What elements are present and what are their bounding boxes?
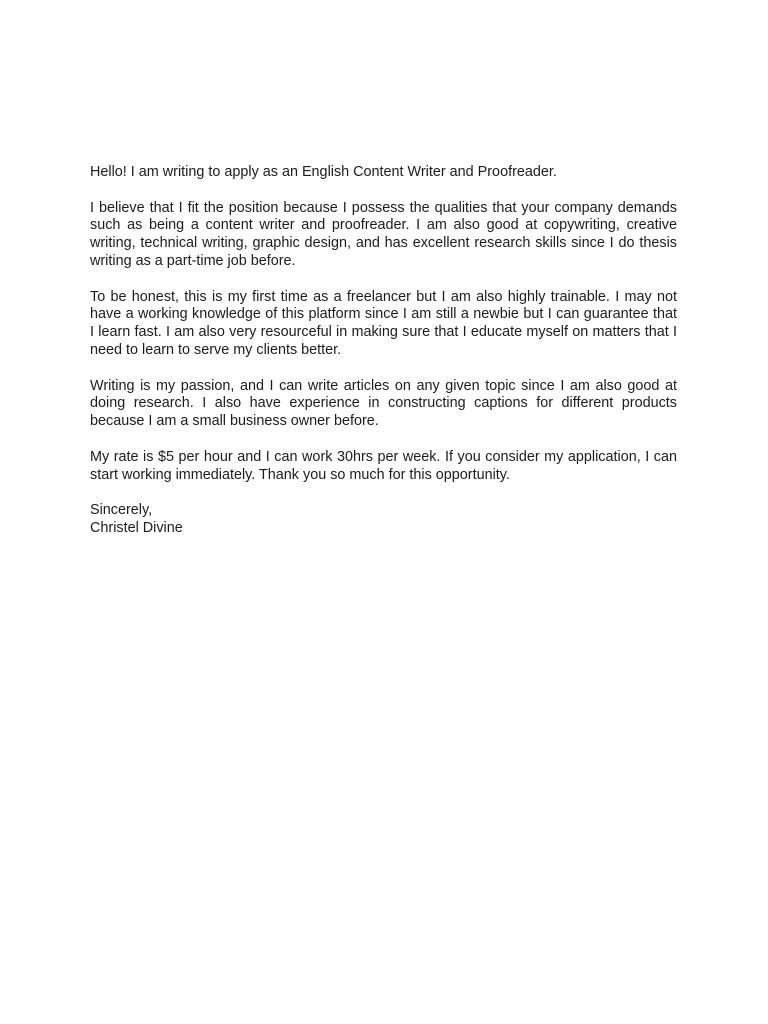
closing-salutation: Sincerely, [90,502,153,519]
letter-closing [90,502,677,538]
letter-greeting: Hello! I am writing to apply as an English Content Writer and Proofreader. [90,164,557,180]
paragraph-experience: To be honest, this is my first time as a freelancer but I am also highly trainable. I may not have a working knowledge of this platform since I am still a newbie but I can guarantee that I learn fast. I am also very resourceful in making sure that I educate myself on matters that I need to learn to serve my clients better. [90,288,677,358]
paragraph-rate: My rate is $5 per hour and I can work 30hrs per week. If you consider my application, I can start working immediately. Thank you so much for this opportunity. [90,448,677,483]
paragraph-passion: Writing is my passion, and I can write articles on any given topic since I am also good at doing research. I also have experience in constructing captions for different products because I am a small business owner before. [90,377,677,430]
letter-body [90,164,677,538]
signature-name: Christel Divine [90,519,183,536]
paragraph-qualifications: I believe that I fit the position because I possess the qualities that your company demands such as being a content writer and proofreader. I am also good at copywriting, creative writing, technical writing, graphic design, and has excellent research skills since I do thesis writing as a part-time job before. [90,199,677,269]
